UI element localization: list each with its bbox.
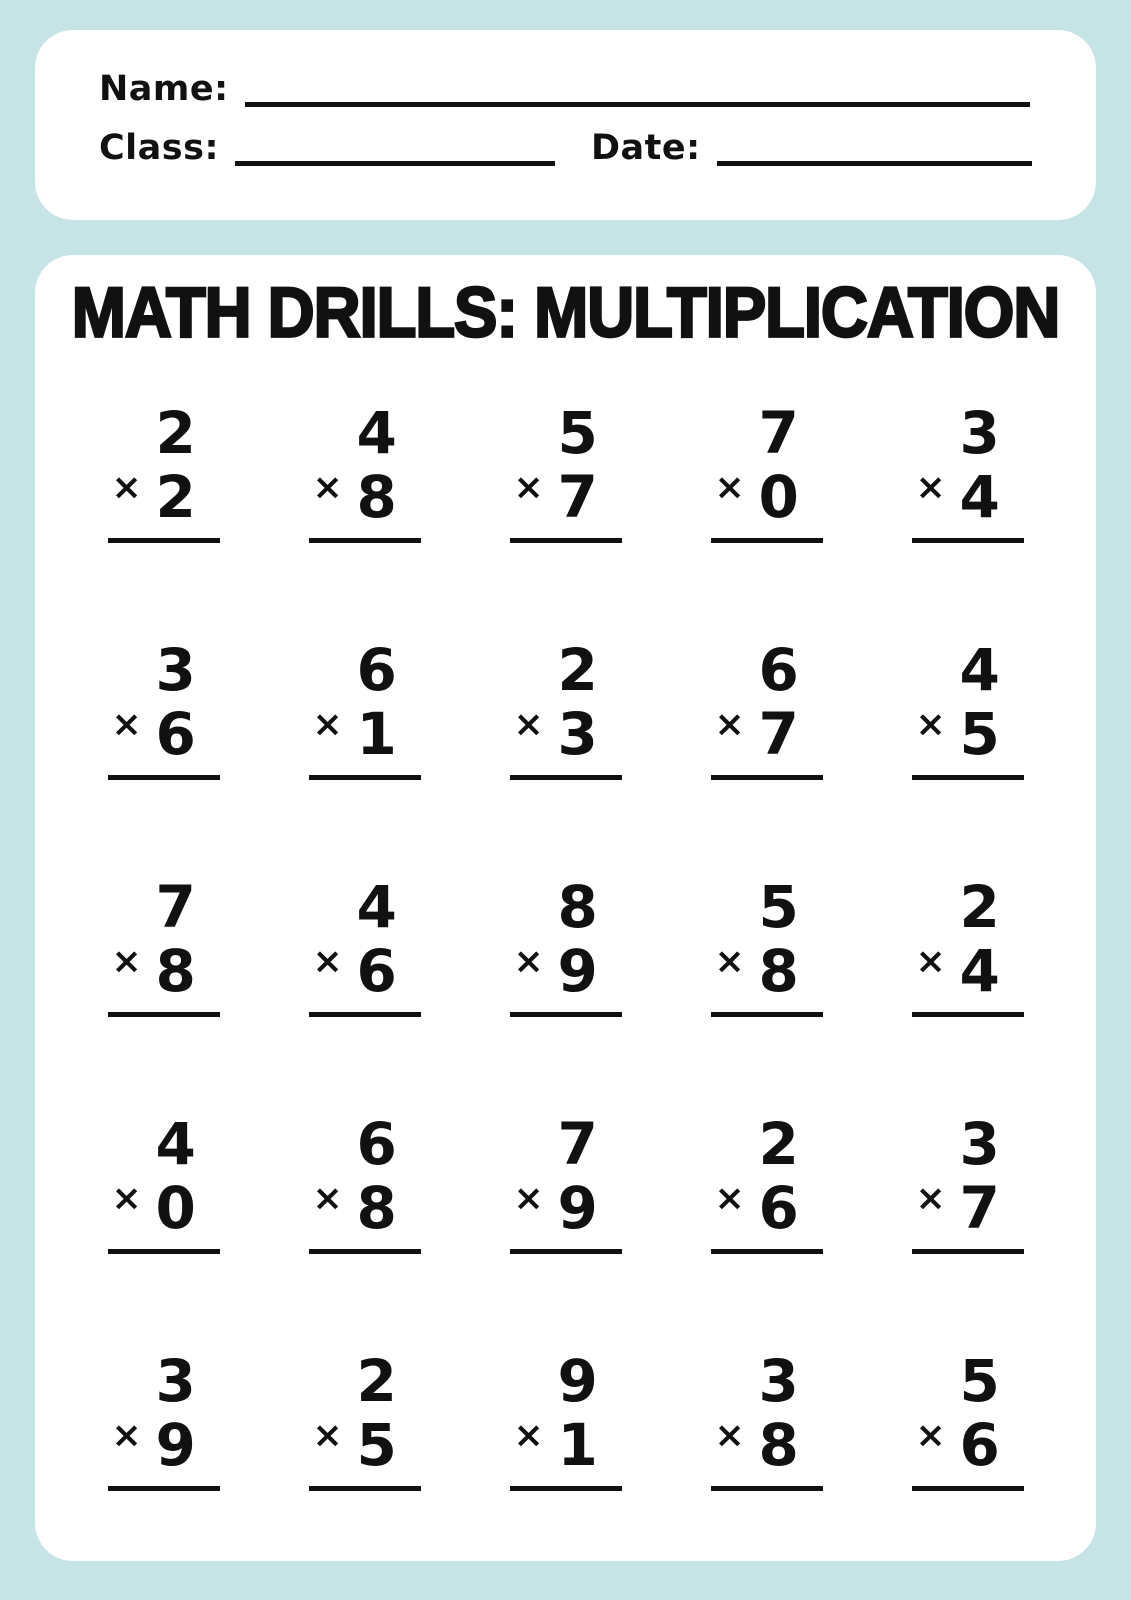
bottom-operand-row [108, 1174, 220, 1242]
bottom-operand: 8 [758, 1411, 799, 1479]
top-operand: 8 [557, 873, 598, 941]
bottom-operand: 9 [155, 1411, 196, 1479]
multiply-icon: × [111, 467, 142, 508]
multiply-icon: × [111, 941, 142, 982]
top-operand: 5 [758, 873, 799, 941]
multiply-icon: × [714, 1178, 745, 1219]
top-operand-row [309, 873, 421, 941]
top-operand: 6 [356, 636, 397, 704]
top-operand: 6 [356, 1110, 397, 1178]
top-operand-row [711, 1110, 823, 1178]
answer-line[interactable] [912, 775, 1024, 780]
bottom-operand: 9 [557, 1174, 598, 1242]
multiply-icon: × [714, 467, 745, 508]
top-operand: 3 [959, 399, 1000, 467]
bottom-operand: 4 [959, 937, 1000, 1005]
top-operand: 2 [155, 399, 196, 467]
answer-line[interactable] [309, 538, 421, 543]
top-operand-row [912, 399, 1024, 467]
name-label: Name: [99, 69, 229, 109]
bottom-operand-row [309, 1411, 421, 1479]
top-operand-row [711, 399, 823, 467]
multiply-icon: × [312, 704, 343, 745]
top-operand: 4 [356, 399, 397, 467]
multiply-icon: × [915, 704, 946, 745]
class-input-line[interactable] [235, 132, 555, 166]
answer-line[interactable] [711, 1249, 823, 1254]
multiplication-problem [309, 873, 421, 1017]
top-operand-row [108, 636, 220, 704]
top-operand: 5 [959, 1347, 1000, 1415]
date-input-line[interactable] [717, 132, 1032, 166]
multiplication-problem [510, 399, 622, 543]
answer-line[interactable] [108, 775, 220, 780]
top-operand-row [912, 636, 1024, 704]
bottom-operand-row [510, 700, 622, 768]
top-operand: 4 [959, 636, 1000, 704]
top-operand: 7 [758, 399, 799, 467]
top-operand: 7 [155, 873, 196, 941]
multiplication-problem [912, 1110, 1024, 1254]
top-operand-row [711, 636, 823, 704]
bottom-operand: 2 [155, 463, 196, 531]
multiply-icon: × [915, 941, 946, 982]
problems-grid [63, 399, 1068, 1491]
multiplication-problem [309, 636, 421, 780]
multiply-icon: × [312, 1178, 343, 1219]
top-operand-row [108, 873, 220, 941]
bottom-operand-row [108, 937, 220, 1005]
bottom-operand-row [912, 1411, 1024, 1479]
top-operand: 3 [155, 636, 196, 704]
bottom-operand-row [108, 463, 220, 531]
bottom-operand-row [711, 700, 823, 768]
multiply-icon: × [513, 1415, 544, 1456]
bottom-operand: 8 [155, 937, 196, 1005]
bottom-operand-row [510, 937, 622, 1005]
multiply-icon: × [111, 1178, 142, 1219]
multiplication-problem [912, 873, 1024, 1017]
top-operand: 3 [758, 1347, 799, 1415]
bottom-operand-row [108, 700, 220, 768]
bottom-operand-row [912, 700, 1024, 768]
multiplication-problem [711, 873, 823, 1017]
answer-line[interactable] [912, 538, 1024, 543]
top-operand-row [309, 636, 421, 704]
bottom-operand: 6 [959, 1411, 1000, 1479]
bottom-operand: 7 [959, 1174, 1000, 1242]
top-operand: 2 [758, 1110, 799, 1178]
top-operand-row [108, 1347, 220, 1415]
class-date-row [99, 128, 1032, 168]
multiplication-problem [108, 873, 220, 1017]
class-label: Class: [99, 128, 219, 168]
multiply-icon: × [915, 467, 946, 508]
top-operand-row [309, 1347, 421, 1415]
bottom-operand: 6 [356, 937, 397, 1005]
top-operand-row [309, 1110, 421, 1178]
bottom-operand: 6 [155, 700, 196, 768]
top-operand-row [510, 636, 622, 704]
top-operand: 7 [557, 1110, 598, 1178]
multiplication-problem [108, 399, 220, 543]
bottom-operand: 4 [959, 463, 1000, 531]
top-operand-row [510, 399, 622, 467]
multiply-icon: × [312, 1415, 343, 1456]
bottom-operand-row [309, 700, 421, 768]
top-operand-row [510, 1110, 622, 1178]
multiplication-problem [510, 636, 622, 780]
answer-line[interactable] [309, 1486, 421, 1491]
top-operand-row [912, 873, 1024, 941]
bottom-operand-row [912, 937, 1024, 1005]
worksheet-card [35, 255, 1096, 1561]
bottom-operand: 1 [557, 1411, 598, 1479]
multiply-icon: × [312, 467, 343, 508]
multiplication-problem [510, 1347, 622, 1491]
answer-line[interactable] [510, 1486, 622, 1491]
multiply-icon: × [714, 941, 745, 982]
top-operand-row [912, 1110, 1024, 1178]
bottom-operand: 0 [758, 463, 799, 531]
header-card [35, 30, 1096, 220]
answer-line[interactable] [108, 538, 220, 543]
multiply-icon: × [513, 704, 544, 745]
multiplication-problem [309, 1347, 421, 1491]
bottom-operand: 0 [155, 1174, 196, 1242]
bottom-operand: 8 [356, 1174, 397, 1242]
answer-line[interactable] [711, 1486, 823, 1491]
top-operand: 2 [356, 1347, 397, 1415]
bottom-operand: 5 [356, 1411, 397, 1479]
top-operand-row [711, 1347, 823, 1415]
name-row [99, 69, 1032, 109]
top-operand-row [108, 1110, 220, 1178]
multiply-icon: × [513, 941, 544, 982]
answer-line[interactable] [309, 1249, 421, 1254]
bottom-operand: 8 [356, 463, 397, 531]
bottom-operand-row [510, 1411, 622, 1479]
multiplication-problem [510, 873, 622, 1017]
answer-line[interactable] [711, 775, 823, 780]
date-label: Date: [590, 128, 701, 168]
answer-line[interactable] [309, 1012, 421, 1017]
answer-line[interactable] [912, 1012, 1024, 1017]
multiply-icon: × [513, 467, 544, 508]
top-operand-row [510, 873, 622, 941]
answer-line[interactable] [510, 775, 622, 780]
answer-line[interactable] [108, 1249, 220, 1254]
answer-line[interactable] [912, 1249, 1024, 1254]
top-operand: 4 [356, 873, 397, 941]
answer-line[interactable] [510, 1249, 622, 1254]
name-input-line[interactable] [245, 73, 1030, 107]
answer-line[interactable] [711, 1012, 823, 1017]
bottom-operand: 1 [356, 700, 397, 768]
multiply-icon: × [111, 1415, 142, 1456]
multiplication-problem [912, 1347, 1024, 1491]
bottom-operand: 8 [758, 937, 799, 1005]
multiplication-problem [510, 1110, 622, 1254]
multiply-icon: × [915, 1178, 946, 1219]
bottom-operand-row [711, 1411, 823, 1479]
multiplication-problem [912, 636, 1024, 780]
multiplication-problem [108, 636, 220, 780]
multiply-icon: × [915, 1415, 946, 1456]
bottom-operand-row [309, 463, 421, 531]
multiplication-problem [711, 399, 823, 543]
multiplication-problem [912, 399, 1024, 543]
multiplication-problem [108, 1347, 220, 1491]
multiply-icon: × [513, 1178, 544, 1219]
answer-line[interactable] [711, 538, 823, 543]
multiplication-problem [711, 636, 823, 780]
bottom-operand-row [912, 1174, 1024, 1242]
top-operand: 2 [959, 873, 1000, 941]
bottom-operand-row [711, 1174, 823, 1242]
bottom-operand: 7 [758, 700, 799, 768]
multiplication-problem [711, 1347, 823, 1491]
top-operand: 9 [557, 1347, 598, 1415]
top-operand: 4 [155, 1110, 196, 1178]
bottom-operand: 5 [959, 700, 1000, 768]
multiplication-problem [711, 1110, 823, 1254]
multiplication-problem [309, 1110, 421, 1254]
top-operand-row [711, 873, 823, 941]
bottom-operand-row [309, 1174, 421, 1242]
bottom-operand-row [711, 937, 823, 1005]
answer-line[interactable] [108, 1486, 220, 1491]
top-operand: 5 [557, 399, 598, 467]
answer-line[interactable] [510, 538, 622, 543]
bottom-operand-row [912, 463, 1024, 531]
multiply-icon: × [111, 704, 142, 745]
answer-line[interactable] [912, 1486, 1024, 1491]
top-operand-row [108, 399, 220, 467]
multiplication-problem [309, 399, 421, 543]
bottom-operand-row [510, 463, 622, 531]
multiply-icon: × [714, 1415, 745, 1456]
worksheet-title: MATH DRILLS: MULTIPLICATION [71, 272, 1060, 352]
top-operand: 6 [758, 636, 799, 704]
answer-line[interactable] [309, 775, 421, 780]
answer-line[interactable] [510, 1012, 622, 1017]
multiplication-problem [108, 1110, 220, 1254]
top-operand-row [510, 1347, 622, 1415]
bottom-operand-row [108, 1411, 220, 1479]
bottom-operand: 7 [557, 463, 598, 531]
bottom-operand-row [309, 937, 421, 1005]
top-operand-row [309, 399, 421, 467]
answer-line[interactable] [108, 1012, 220, 1017]
bottom-operand-row [510, 1174, 622, 1242]
top-operand: 3 [155, 1347, 196, 1415]
multiply-icon: × [714, 704, 745, 745]
bottom-operand: 3 [557, 700, 598, 768]
bottom-operand: 6 [758, 1174, 799, 1242]
bottom-operand-row [711, 463, 823, 531]
top-operand-row [912, 1347, 1024, 1415]
top-operand: 3 [959, 1110, 1000, 1178]
multiply-icon: × [312, 941, 343, 982]
top-operand: 2 [557, 636, 598, 704]
bottom-operand: 9 [557, 937, 598, 1005]
